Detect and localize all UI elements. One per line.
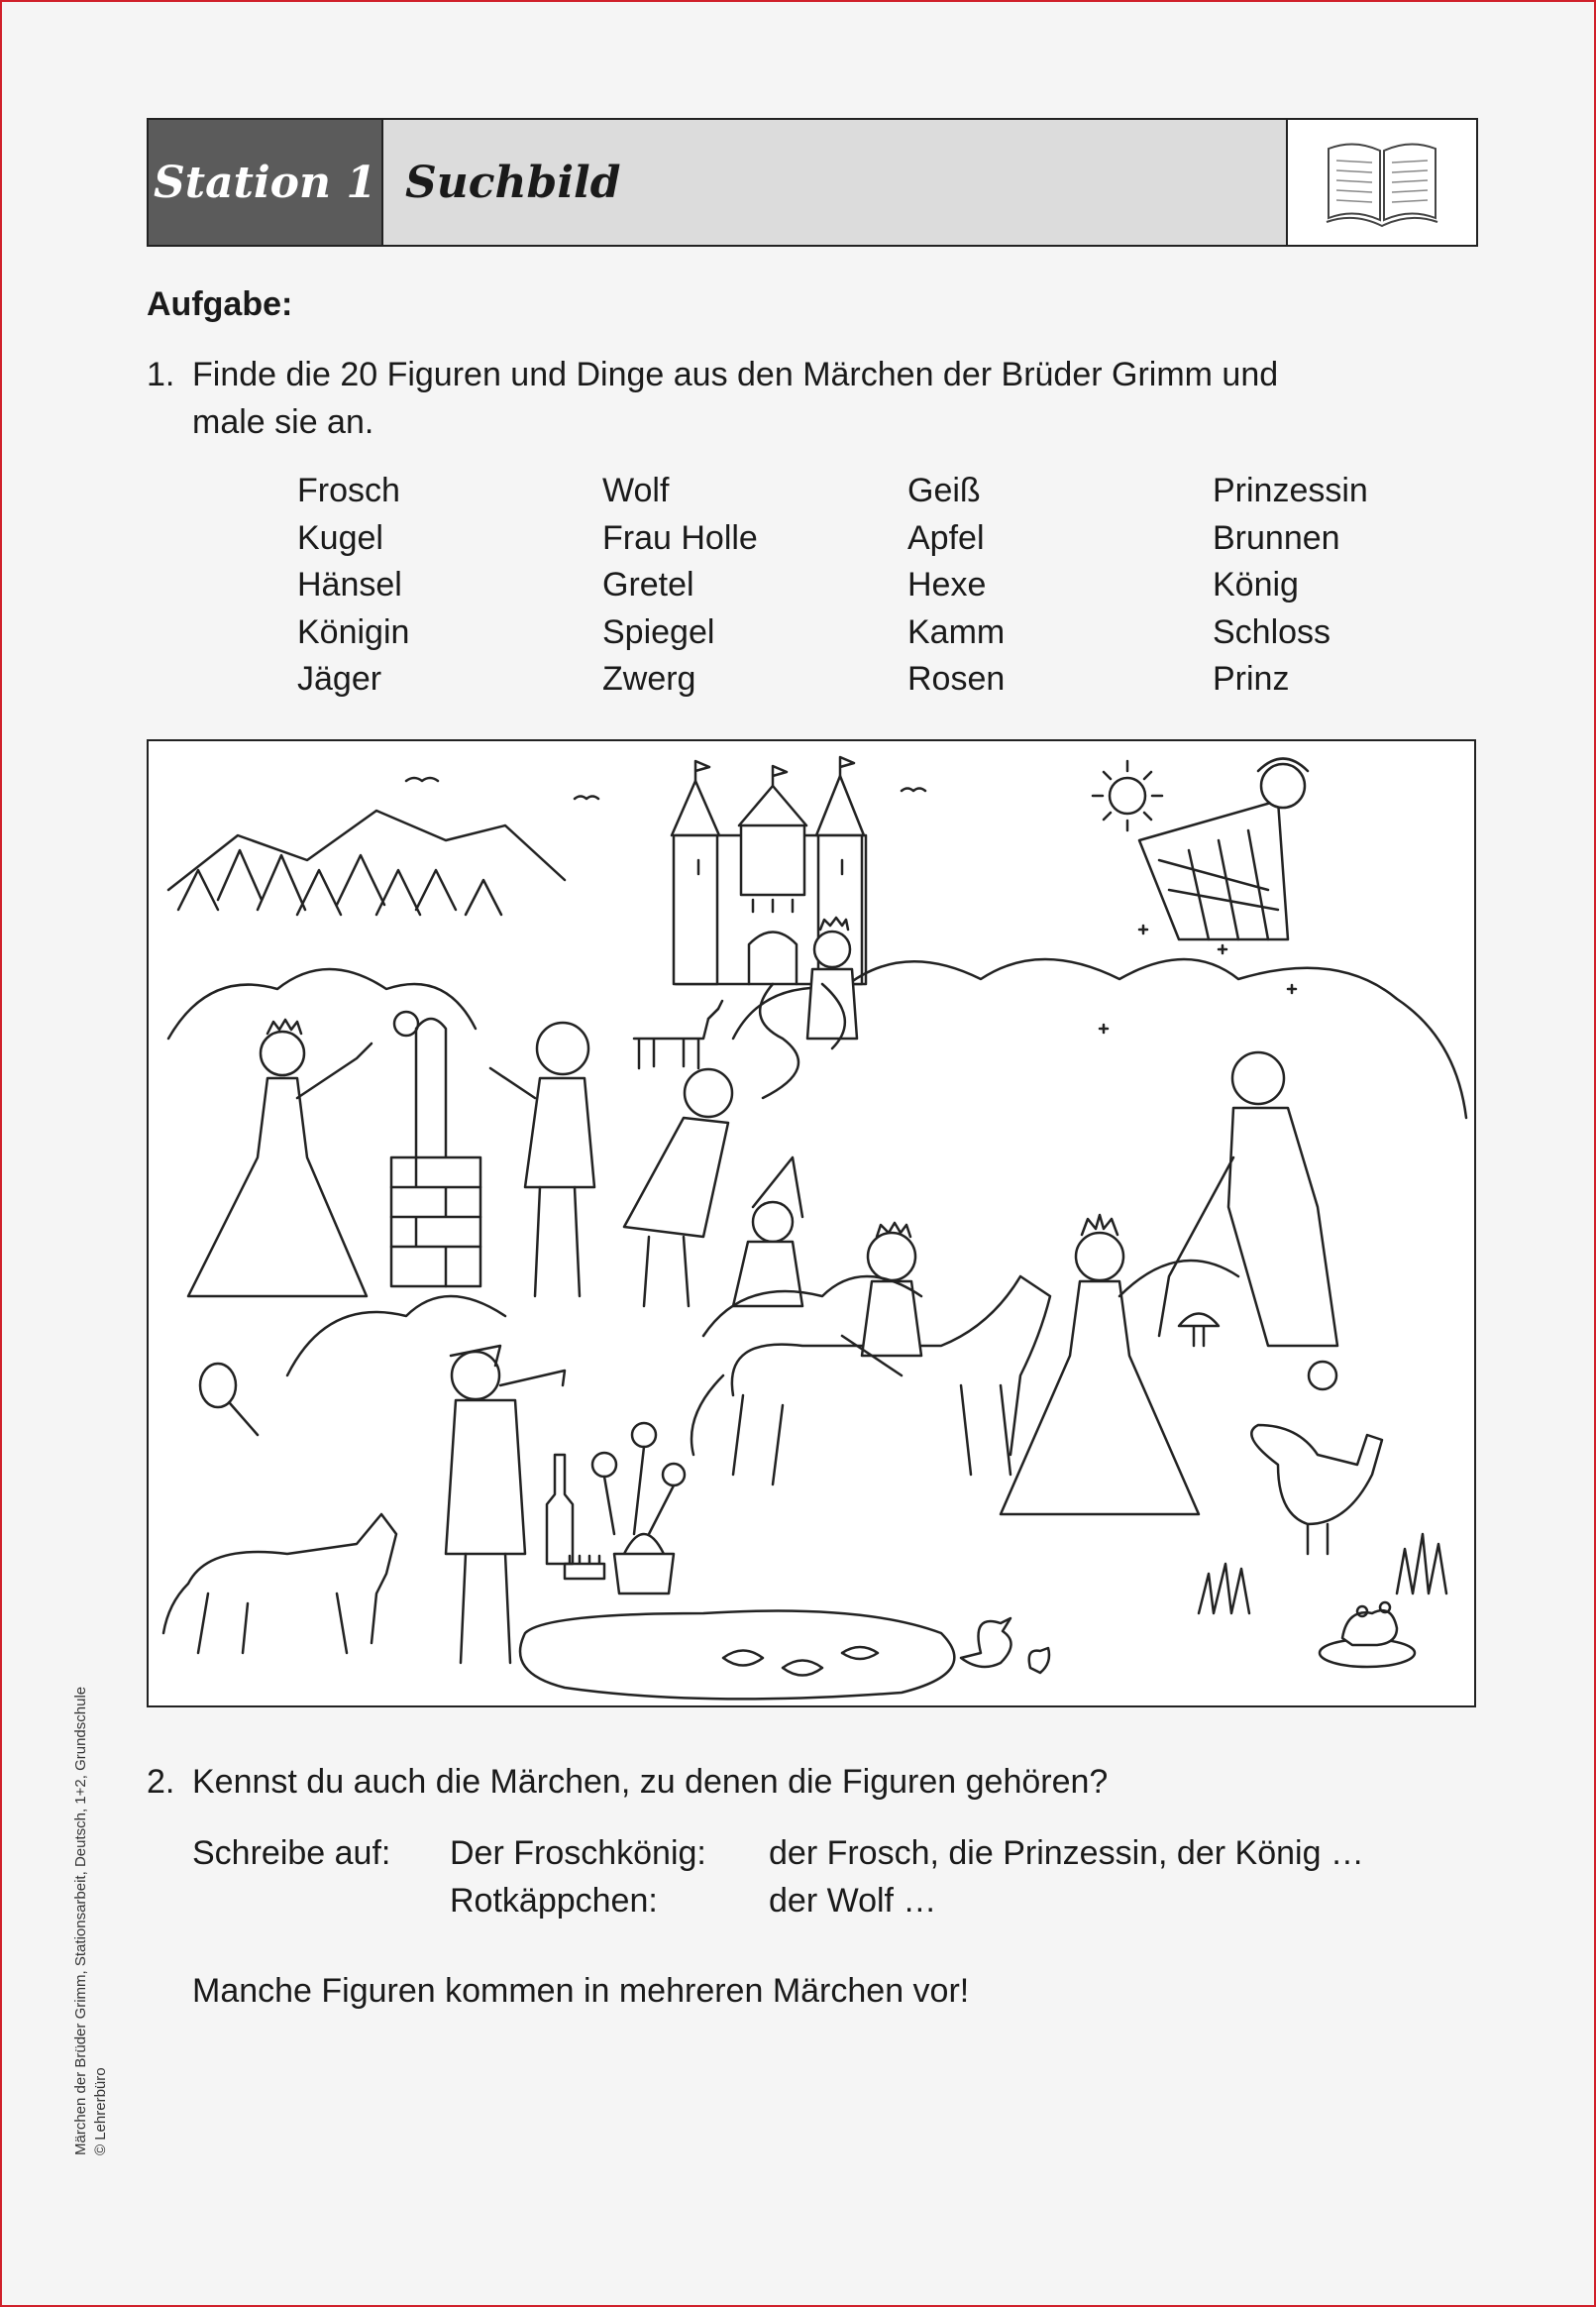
mushroom-icon xyxy=(1179,1314,1219,1347)
word-item: König xyxy=(1213,566,1299,604)
word-item: Kugel xyxy=(297,518,383,557)
goat-icon xyxy=(634,1001,722,1068)
word-item: Kamm xyxy=(907,612,1006,651)
task-1-line-2: male sie an. xyxy=(192,403,374,441)
word-item: Jäger xyxy=(297,660,382,698)
page-title: Suchbild xyxy=(383,120,1288,245)
word-item: Schloss xyxy=(1213,612,1331,651)
word-item: Prinzessin xyxy=(1213,472,1368,509)
word-item: Brunnen xyxy=(1213,518,1340,557)
word-item: Frau Holle xyxy=(602,518,758,557)
credit-line: © Lehrerbüro xyxy=(92,2067,109,2155)
tale-name: Rotkäppchen: xyxy=(450,1882,658,1920)
word-item: Hexe xyxy=(907,566,987,604)
tale-figures: der Frosch, die Prinzessin, der König … xyxy=(769,1834,1364,1872)
credit-line: Märchen der Brüder Grimm, Stationsarbeit, Deutsch, 1+2, Grundschule xyxy=(72,1686,89,2155)
mirror-icon xyxy=(200,1364,258,1435)
search-picture xyxy=(147,739,1476,1707)
task-2-question: Kennst du auch die Märchen, zu denen die Figuren gehören? xyxy=(192,1763,1109,1801)
word-item: Königin xyxy=(297,612,410,651)
word-list xyxy=(297,468,1518,704)
dwarf-figure xyxy=(733,1157,802,1306)
witch-figure xyxy=(1159,1052,1337,1346)
duck-icon xyxy=(961,1618,1049,1673)
well xyxy=(391,1019,480,1286)
sun-icon xyxy=(1093,761,1162,830)
gretel-figure xyxy=(624,1069,732,1306)
task-1-number: 1. xyxy=(147,356,175,393)
queen-figure xyxy=(1001,1215,1199,1514)
frau-holle xyxy=(1139,759,1308,940)
haensel-figure xyxy=(490,1023,594,1296)
word-item: Frosch xyxy=(297,472,400,509)
comb-icon xyxy=(565,1556,604,1579)
word-item: Geiß xyxy=(907,472,981,509)
word-item: Apfel xyxy=(907,518,985,557)
task-heading: Aufgabe: xyxy=(147,285,293,323)
rooster-icon xyxy=(1251,1425,1382,1554)
tale-name: Der Froschkönig: xyxy=(450,1834,706,1872)
word-item: Wolf xyxy=(602,472,670,509)
princess-figure xyxy=(188,1020,372,1296)
station-label: Station 1 xyxy=(149,120,383,245)
golden-ball xyxy=(394,1012,418,1036)
open-book-icon xyxy=(1288,120,1476,245)
tale-figures: der Wolf … xyxy=(769,1882,937,1920)
roses-icon xyxy=(592,1423,685,1534)
task-1-line-1: Finde die 20 Figuren und Dinge aus den Märchen der Brüder Grimm und xyxy=(192,356,1279,393)
hint-note: Manche Figuren kommen in mehreren Märchen vor! xyxy=(192,1972,970,2010)
wolf-figure xyxy=(163,1514,396,1653)
side-credit xyxy=(71,1687,111,2155)
word-item: Spiegel xyxy=(602,612,715,651)
station-header xyxy=(147,118,1478,247)
task-2-number: 2. xyxy=(147,1763,175,1801)
word-item: Gretel xyxy=(602,566,694,604)
apple-icon xyxy=(1309,1362,1336,1389)
basket-icon xyxy=(614,1534,674,1593)
word-item: Zwerg xyxy=(602,660,696,698)
write-label: Schreibe auf: xyxy=(192,1834,391,1872)
bottle-icon xyxy=(547,1455,573,1564)
word-item: Hänsel xyxy=(297,566,402,604)
word-item: Rosen xyxy=(907,660,1006,698)
word-item: Prinz xyxy=(1213,660,1290,698)
pond xyxy=(520,1611,954,1700)
frog-icon xyxy=(1320,1602,1415,1667)
